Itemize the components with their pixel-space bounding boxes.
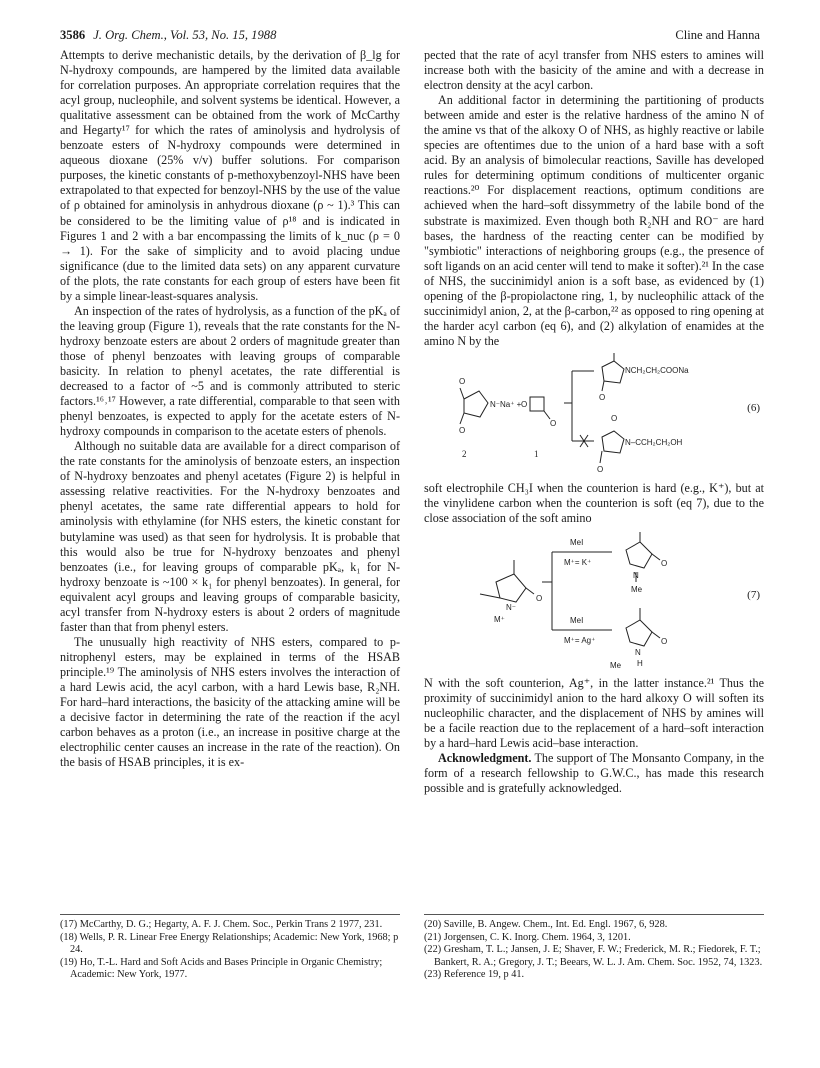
product-o-label: O — [661, 559, 668, 569]
acknowledgment-heading: Acknowledgment. — [438, 751, 532, 766]
n-hydrogen-label: H — [637, 659, 643, 669]
product-n-label: N — [635, 648, 641, 658]
paragraph: An additional factor in determining the partitioning of products between amide and ester is the relative hardness of the amino N of the amine vs that of the alkoxy O of NHS, as highly reactive or labile species are oftentimes due to the union of a hard base with a soft acid. By an analysis of bimolecular reactions, Saville has developed rules for determining optimum conditions of multicenter organic reactions.²⁰ For displacement reactions, optimum conditions are achieved when the hard–soft dissymmetry of the labile bond of the substrate is maximized. Even though both R₂NH and RO⁻ are hard bases, the hardness of the reacting center can be modified by "symbiotic" interactions of neighboring groups (e.g., the presence of soft ligands on an acid center will tend to make it softer).²¹ In the case of NHS, the succinimidyl anion is a soft base, as evidenced by (1) opening of the β-propiolactone ring, 1, by nucleophilic attack of the succinimidyl anion, 2, at the β-carbon,²² as opposed to ring opening at the harder acyl carbon (eq 6), and (2) alkylation of enamides at the amino N by the — [424, 93, 764, 348]
left-column — [60, 48, 400, 770]
reference-18: (18) Wells, P. R. Linear Free Energy Relationships; Academic: New York, 1968; p 24. — [60, 931, 399, 956]
references-right — [424, 919, 764, 982]
compound-1-label: 1 — [534, 448, 539, 459]
product-top-o-label: O — [599, 392, 606, 402]
paragraph: The unusually high reactivity of NHS esters, compared to p-nitrophenyl esters, may be explained in terms of the HSAB principle.¹⁹ The aminolysis of NHS esters involves the interaction of a hard Lewis acid, the acyl carbon, with a hard Lewis base, R₂NH. For hard–hard interactions, the basicity of the attacking amine will be a decisive factor in determining the rate of the reaction if the acyl carbon behaves as a proton (i.e., an increase in positive charge at the electrophilic center causes an increase in the rate of the reaction). On the basis of HSAB principles, it is ex- — [60, 634, 400, 770]
footnote-rule — [60, 914, 400, 915]
paragraph: soft electrophile CH₃I when the counterion is hard (e.g., K⁺), but at the vinylidene carbon when the counterion is soft (eq 7), due to the close association of the soft amino — [424, 480, 764, 526]
paragraph: N with the soft counterion, Ag⁺, in the latter instance.²¹ Thus the proximity of succinimidyl anion to the hard alkoxy O will soften its nucleophilic character, and the displacement of NHS by amines will be a facile reaction due to the replacement of a hard–soft interaction by a hard–hard Lewis acid–base interaction. — [424, 676, 764, 751]
reference-21: (21) Jorgensen, C. K. Inorg. Chem. 1964, 3, 1201. — [424, 931, 631, 943]
silver-counterion-label: M⁺= Ag⁺ — [564, 636, 596, 646]
methyl-iodide-label: MeI — [570, 616, 584, 626]
paragraph: Attempts to derive mechanistic details, by the derivation of β_lg for N-hydroxy compounds, are hampered by the limited data available for correlation purposes. An appropriate correlation requires that the acyl group, nucleophile, and solvent systems be identical. However, a qualitative assessment can be obtained from the work of McCarthy and Hegarty¹⁷ for which the rates of aminolysis and hydrolysis of benzoate esters of N-hydroxy compounds were determined in aqueous dioxane (25% v/v) buffer solutions. For comparison purposes, the kinetic constants of p-methoxybenzoyl-NHS have been extrapolated to that expected for benzoyl-NHS by the use of the value of ρ obtained for aminolysis in anhydrous dioxane (ρ ~ 1).³ This can be considered to be the limiting value of ρ¹⁸ and is indicated in Figures 1 and 2 with a bar encompassing the limits of k_nuc (ρ = 0 → 1). For the sake of simplicity and to avoid placing undue significance (due to the limited data sets) on any apparent curvature of the plots, the rate constants for each group of esters have been fit by a simple linear-least-squares analysis. — [60, 48, 400, 303]
product-bottom-o-label: O — [597, 464, 604, 474]
lactone-o-label: O — [521, 399, 528, 409]
product-n-label: N — [633, 571, 639, 581]
references-left — [60, 919, 400, 982]
reference-17: (17) McCarthy, D. G.; Hegarty, A. F. J. Chem. Soc., Perkin Trans 2 1977, 231. — [60, 919, 383, 930]
carbonyl-o-label: O — [459, 425, 466, 435]
c-methyl-label: Me — [610, 661, 622, 671]
reference-23: (23) Reference 19, p 41. — [424, 969, 525, 981]
counterion-label: M⁺ — [494, 615, 505, 625]
product-bottom-label: N–CCH₂CH₂OH — [625, 437, 683, 447]
n-methyl-label: Me — [631, 585, 643, 595]
equation-number: (7) — [747, 589, 760, 602]
carbonyl-o-label: O — [459, 376, 466, 386]
potassium-counterion-label: M⁺= K⁺ — [564, 558, 592, 568]
acknowledgment-paragraph — [424, 751, 764, 796]
footnote-rule — [424, 914, 764, 915]
page-header — [60, 28, 760, 46]
reference-20: (20) Saville, B. Angew. Chem., Int. Ed. Engl. 1967, 6, 928. — [424, 919, 668, 930]
reference-22: (22) Gresham, T. L.; Jansen, J. E; Shaver, F. W.; Frederick, M. R.; Fiedorek, F. T.; Bankert, R. A.; Gregory, J. T.; Beears, W. L. J. Am. Chem. Soc. 1952, 74, 1323. — [424, 944, 763, 968]
sodium-succinimide-label: N⁻Na⁺ + — [490, 399, 522, 409]
product-o-label: O — [661, 637, 668, 647]
methyl-iodide-label: MeI — [570, 538, 584, 548]
product-bottom-ester-o-label: O — [611, 413, 618, 423]
right-column — [424, 48, 764, 796]
paragraph: pected that the rate of acyl transfer from NHS esters to amines will increase both with the basicity of the amine and with a decrease in electron density at the acyl carbon. — [424, 48, 764, 93]
reference-19: (19) Ho, T.-L. Hard and Soft Acids and Bases Principle in Organic Chemistry; Academic: New York, 1977. — [60, 956, 383, 981]
lactone-carbonyl-o-label: O — [550, 418, 557, 428]
equation-7-scheme — [424, 530, 764, 670]
journal-citation: J. Org. Chem., Vol. 53, No. 15, 1988 — [93, 28, 277, 42]
enamide-o-label: O — [536, 594, 543, 604]
product-top-label: NCH₂CH₂COONa — [625, 365, 689, 375]
running-authors: Cline and Hanna — [675, 28, 760, 42]
equation-6-scheme — [424, 353, 764, 475]
page-number: 3586 — [60, 28, 86, 42]
paragraph: An inspection of the rates of hydrolysis, as a function of the pKₐ of the leaving group (Figure 1), reveals that the rate constants for the N-hydroxy benzoate esters are about 2 orders of magnitude greater than those of phenyl benzoates with leaving groups of comparable basicity. In relation to phenyl acetates, the rate differential is decreased to a factor of ~5 and is commonly attributed to steric factors.¹⁶˒¹⁷ However, a rate differential, comparable to that seen with phenyl benzoates, is expected to apply for the acetate esters of N-hydroxy compounds in comparison to the acetate esters of phenols. — [60, 303, 400, 439]
acknowledgment-text: The support of The Monsanto Company, in the form of a research fellowship to G.W.C., has made this research possible and is gratefully acknowledged. — [424, 751, 764, 796]
equation-number: (6) — [747, 401, 760, 414]
header-left — [60, 28, 276, 43]
compound-2-label: 2 — [462, 448, 467, 459]
equation-7-structures — [424, 530, 724, 670]
paragraph: Although no suitable data are available for a direct comparison of the rate constants for the aminolysis of benzoate esters, an inspection of N-hydroxy benzoates and phenyl acetates (Figure 2) is helpful in assessing relative reactivities. For the N-hydroxy benzoates and phenyl acetates, the same rate differential appears to hold for aminolysis with ethylamine (for NHS esters, the kinetic constant for butylamine was used) as that seen for hydrolysis. It is probable that this would also be true for N-hydroxy benzoates and phenyl benzoates (i.e., for leaving groups of comparable pKₐ, k₁ for N-hydroxy benzoate is ~100 × k₁ for phenyl benzoates). In general, for equivalent acyl groups and leaving groups of comparable basicity, acyl transfer from N-hydroxy esters is about 2 orders of magnitude faster than that from phenyl esters. — [60, 439, 400, 634]
enamide-n-label: N⁻ — [506, 603, 516, 613]
equation-6-structures — [424, 353, 724, 475]
